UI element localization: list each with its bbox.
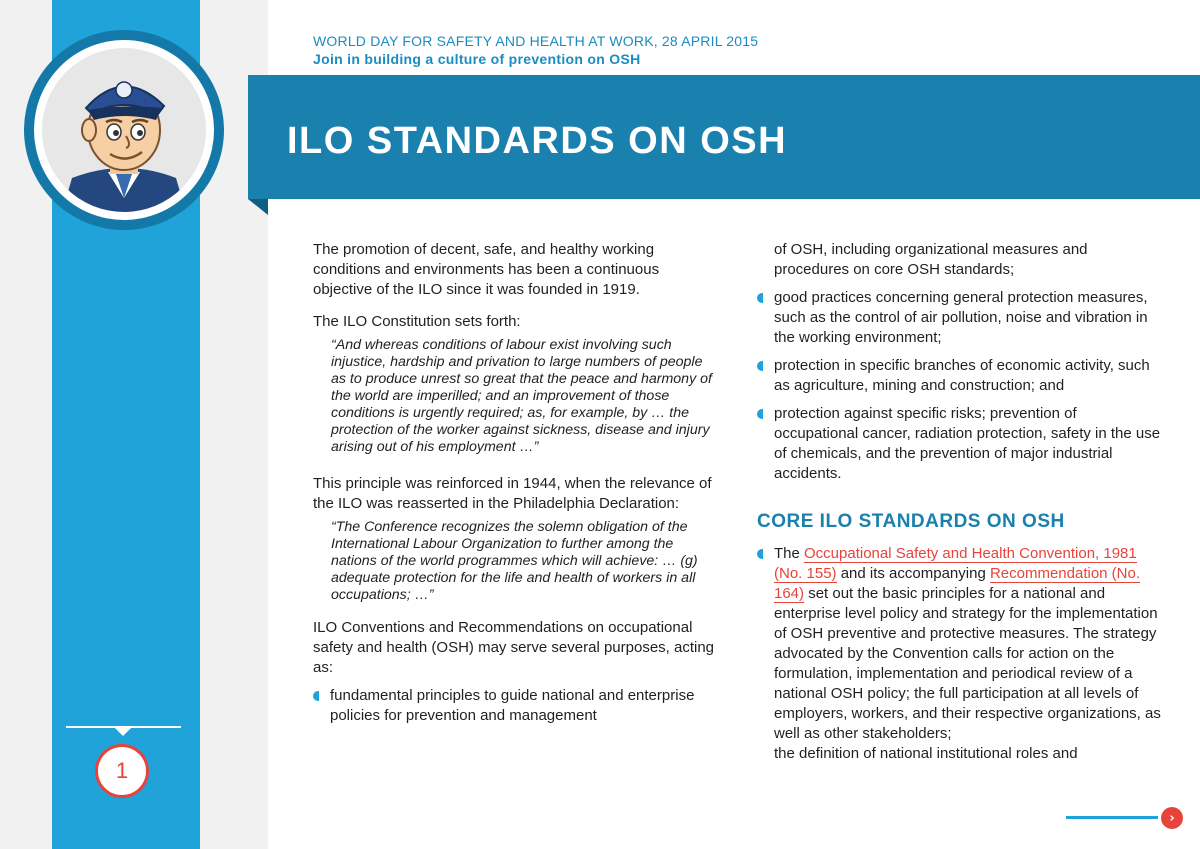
- title-banner-fold: [248, 199, 268, 215]
- avatar: [24, 30, 224, 230]
- purposes-lead: ILO Conventions and Recommendations on occupational safety and health (OSH) may serve several purposes, acting as:: [313, 619, 715, 676]
- bullet-last-line: the definition of national institutional roles and: [774, 745, 1078, 762]
- bullet-icon: [313, 691, 319, 701]
- bullet-icon: [757, 361, 763, 371]
- section-heading: CORE ILO STANDARDS ON OSH: [757, 511, 1065, 532]
- bullet-text: good practices concerning general protection measures, such as the control of air pollution, noise and vibration in the working environment;: [774, 289, 1148, 346]
- tagline: Join in building a culture of prevention on OSH: [313, 51, 641, 67]
- intro-paragraph: The promotion of decent, safe, and healthy working conditions and environments has been a continuous objective of the ILO since it was founded in 1919.: [313, 241, 660, 298]
- list-item: [313, 686, 718, 726]
- list-item: [757, 544, 1162, 744]
- page-indicator-notch: [115, 728, 131, 736]
- bullet-text: protection against specific risks; prevention of occupational cancer, radiation protection, safety in the use of chemicals, and the prevention of major industrial accidents.: [774, 405, 1161, 482]
- page-title: ILO STANDARDS ON OSH: [287, 120, 788, 162]
- philadelphia-quote: “The Conference recognizes the solemn obligation of the International Labour Organization to further among the nations of the world programmes which will achieve: … (g) adequate protection for the life and health of workers in all occupations; …”: [331, 519, 698, 603]
- list-item: [757, 356, 1162, 396]
- page-number: 1: [95, 744, 149, 798]
- left-text-column: [313, 240, 718, 726]
- list-item: [757, 288, 1162, 348]
- inspector-mascot-icon: [42, 48, 206, 212]
- recommendation-164-link[interactable]: Recommendation (No. 164): [774, 565, 1141, 602]
- list-item: [757, 404, 1162, 484]
- bullet-continuation: of OSH, including organizational measures and procedures on core OSH standards;: [774, 241, 1088, 278]
- bullet-text-middle: and its accompanying: [836, 565, 990, 582]
- next-page-button[interactable]: [1161, 807, 1183, 829]
- bullet-icon: [757, 549, 763, 559]
- bullet-text-suffix: set out the basic principles for a national and enterprise level policy and strategy for the implementation of OSH preventive and protective measures. The strategy advocated by the Convention calls for action on the formulation, implementation and periodical review of a national OSH policy; the full participation at all levels of employers, workers, and their respective organizations, as well as other stakeholders;: [774, 585, 1161, 742]
- constitution-quote: “And whereas conditions of labour exist involving such injustice, hardship and privation to large numbers of people as to produce unrest so great that the peace and harmony of the world are imperilled; and an improvement of those conditions is urgently required; as, for example, by … the protection of the worker against sickness, disease and injury arising out of his employment …”: [331, 337, 712, 455]
- constitution-lead: The ILO Constitution sets forth:: [313, 313, 521, 330]
- bullet-text-prefix: The: [774, 545, 805, 562]
- right-text-column: [757, 240, 1162, 764]
- event-title: WORLD DAY FOR SAFETY AND HEALTH AT WORK, 28 APRIL 2015: [313, 33, 759, 49]
- bullet-text: protection in specific branches of economic activity, such as agriculture, mining and construction; and: [774, 357, 1150, 394]
- next-page-line: [1066, 816, 1158, 819]
- convention-155-link[interactable]: Occupational Safety and Health Convention, 1981 (No. 155): [774, 545, 1137, 582]
- mascot-illustration: [42, 48, 206, 212]
- bullet-icon: [757, 293, 763, 303]
- bullet-icon: [757, 409, 763, 419]
- bullet-text: fundamental principles to guide national and enterprise policies for prevention and management: [330, 687, 695, 724]
- chevron-right-icon: ›: [1169, 810, 1175, 826]
- philadelphia-lead: This principle was reinforced in 1944, when the relevance of the ILO was reasserted in the Philadelphia Declaration:: [313, 475, 712, 512]
